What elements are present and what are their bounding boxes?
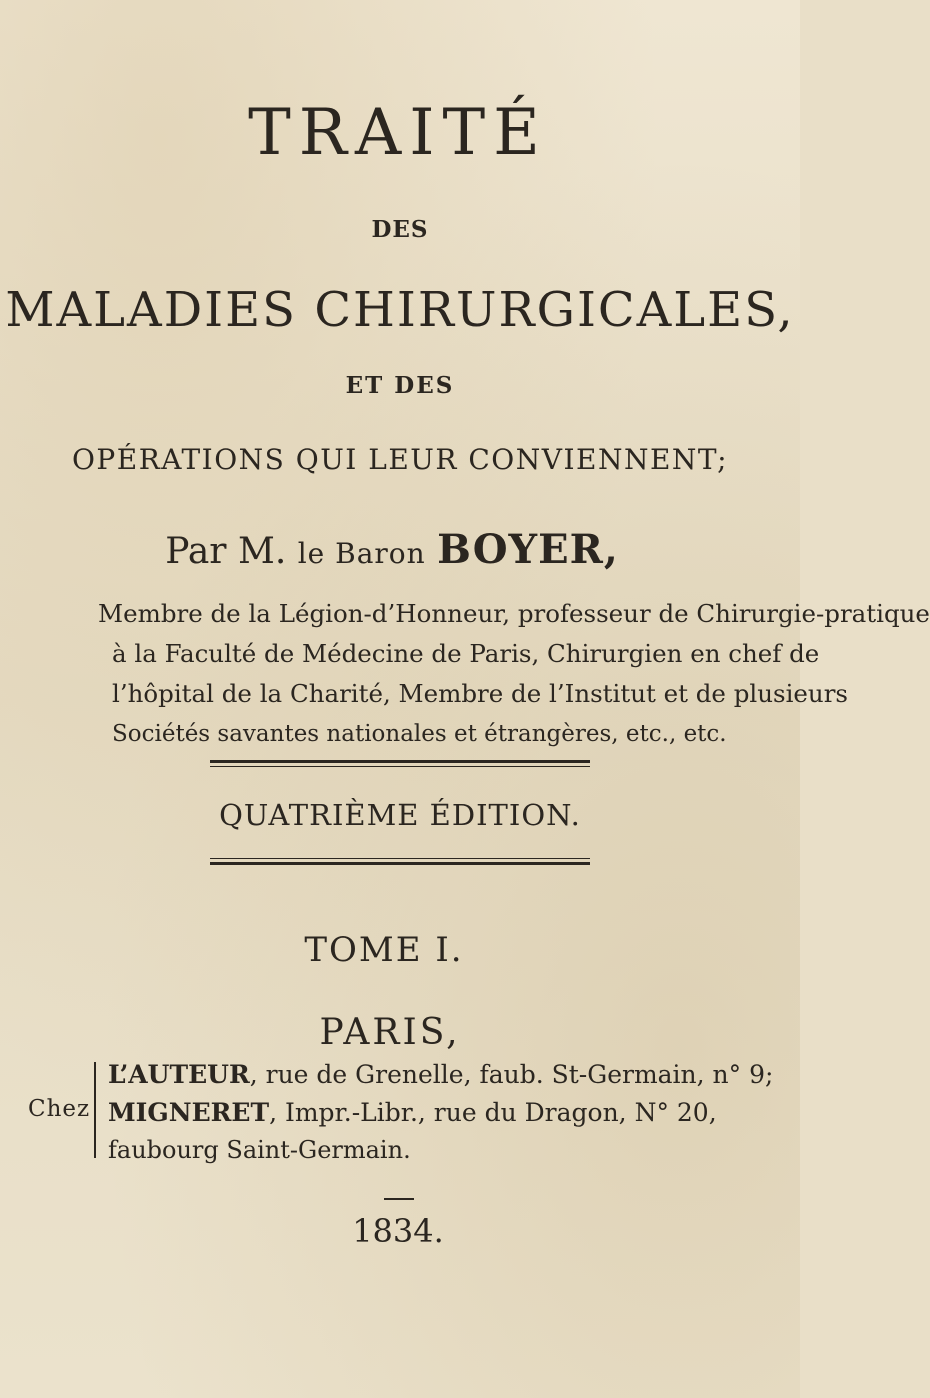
description-line: l’hôpital de la Charité, Membre de l’Institut et de plusieurs xyxy=(112,679,848,708)
publisher-printer-address: , Impr.-Libr., rue du Dragon, N° 20, xyxy=(269,1098,717,1127)
publisher-line-2 xyxy=(108,1098,717,1127)
ornamental-rule-top xyxy=(210,760,590,767)
description-line: à la Faculté de Médecine de Paris, Chirurgien en chef de xyxy=(112,639,820,668)
author-par: Par M. xyxy=(165,531,287,572)
author-description xyxy=(98,594,930,754)
publisher-chez: Chez xyxy=(28,1096,91,1122)
publisher-line-1 xyxy=(108,1060,773,1089)
brace-icon xyxy=(84,1062,96,1158)
volume-label: TOME I. xyxy=(304,930,464,970)
description-line: Sociétés savantes nationales et étrangères, etc., etc. xyxy=(112,721,727,747)
imprint-city: PARIS, xyxy=(319,1012,461,1053)
author-name: BOYER, xyxy=(437,526,619,573)
title-et-des: ET DES xyxy=(345,372,455,399)
publisher-printer-name: MIGNERET xyxy=(108,1098,270,1127)
author-line xyxy=(0,526,792,573)
author-le-baron: le Baron xyxy=(297,537,426,570)
description-line: Membre de la Légion-d’Honneur, professeur de Chirurgie-pratique xyxy=(98,599,930,628)
publication-year: 1834. xyxy=(352,1212,444,1250)
subtitle-operations: OPÉRATIONS QUI LEUR CONVIENNENT; xyxy=(71,443,729,476)
edition-label: QUATRIÈME ÉDITION. xyxy=(219,798,581,832)
title-des: DES xyxy=(371,216,429,243)
publisher-author-name: L’AUTEUR xyxy=(108,1060,250,1089)
year-divider xyxy=(384,1198,414,1200)
subject-title: MALADIES CHIRURGICALES, xyxy=(5,282,795,338)
publisher-line-3: faubourg Saint-Germain. xyxy=(108,1136,411,1164)
book-title: TRAITÉ xyxy=(248,96,548,170)
ornamental-rule-bottom xyxy=(210,858,590,865)
publisher-author-address: , rue de Grenelle, faub. St-Germain, n° 9; xyxy=(249,1060,774,1089)
